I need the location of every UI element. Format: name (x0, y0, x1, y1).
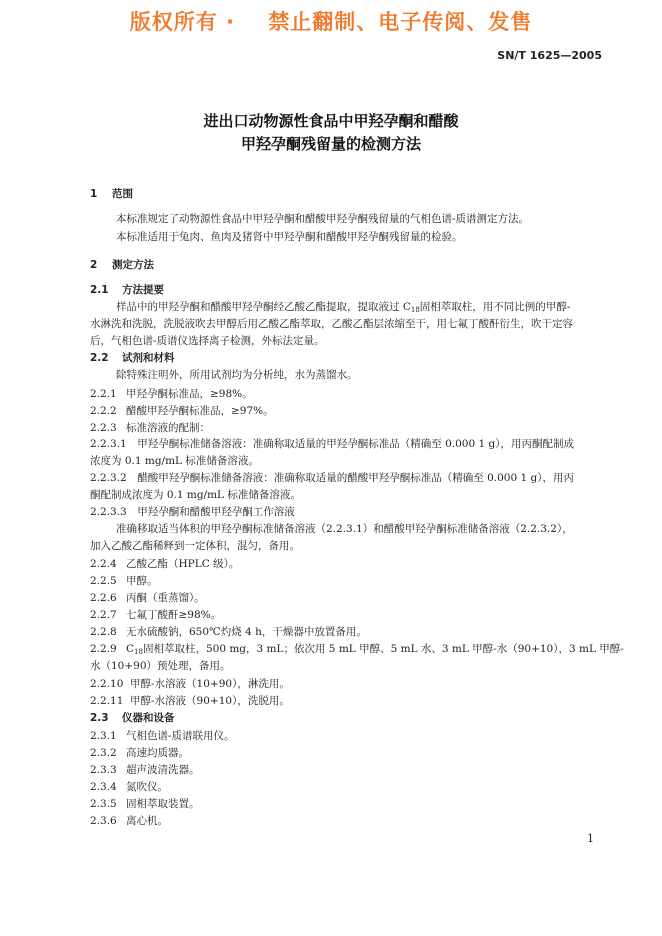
item-number: 2.2.9 (90, 643, 117, 655)
item-text: 醋酸甲羟孕酮标准品，≥97%。 (126, 405, 274, 417)
item-text: 甲醇。 (126, 575, 158, 587)
item-number: 2.2.4 (90, 558, 117, 570)
section-title: 方法提要 (122, 284, 164, 296)
section-number: 2.2 (90, 352, 109, 364)
item-text: 乙酸乙酯（HPLC 级）。 (126, 558, 240, 570)
item-number: 2.3.1 (90, 730, 117, 742)
item-number: 2.3.3 (90, 764, 117, 776)
item-number: 2.2.10 (90, 678, 124, 690)
list-item (90, 813, 605, 830)
item-number: 2.2.8 (90, 626, 117, 638)
item-number: 2.2.1 (90, 388, 117, 400)
standard-code: SN/T 1625—2005 (497, 49, 602, 62)
item-number: 2.2.11 (90, 695, 124, 707)
item-text: 无水硫酸钠，650℃灼烧 4 h，干燥器中放置备用。 (126, 626, 367, 638)
copyright-watermark: 版权所有 · 禁止翻制、电子传阅、发售 (129, 10, 533, 34)
paragraph: 酮配制成浓度为 0.1 mg/mL 标准储备溶液。 (90, 489, 301, 501)
paragraph: 2.2.3.2 醋酸甲羟孕酮标准储备溶液：准确称取适量的醋酸甲羟孕酮标准品（精确至 0.000 1 g），用丙 (90, 472, 574, 484)
section-number: 1 (90, 188, 98, 200)
item-text: 离心机。 (126, 815, 168, 827)
paragraph: 浓度为 0.1 mg/mL 标准储备溶液。 (90, 455, 259, 467)
list-item (90, 403, 605, 420)
paragraph: 后，气相色谱-质谱仪选择离子检测，外标法定量。 (90, 335, 325, 347)
list-item (90, 386, 605, 403)
list-item (90, 779, 605, 796)
paragraph: 本标准适用于兔肉、鱼肉及猪肾中甲羟孕酮和醋酸甲羟孕酮残留量的检验。 (116, 231, 463, 243)
paragraph: 除特殊注明外，所用试剂均为分析纯，水为蒸馏水。 (116, 369, 358, 381)
section-number: 2 (90, 259, 98, 271)
paragraph: 水淋洗和洗脱，洗脱液吹去甲醇后用乙酸乙酯萃取，乙酸乙酯层浓缩至干，用七氟丁酸酐衍生，吹干定容 (90, 318, 573, 330)
text: 样品中的甲羟孕酮和醋酸甲羟孕酮经乙酸乙酯提取，提取液过 C (116, 301, 411, 313)
list-item (90, 607, 605, 624)
item-number: 2.2.7 (90, 609, 117, 621)
item-text: 甲醇-水溶液（10+90），淋洗用。 (130, 678, 290, 690)
item-text: 甲醇-水溶液（90+10），洗脱用。 (130, 695, 290, 707)
item-text: 固相萃取柱，500 mg，3 mL；依次用 5 mL 甲醇、5 mL 水、3 mL 甲醇-水（90+10），3 mL 甲醇- (142, 643, 624, 655)
paragraph: 本标准规定了动物源性食品中甲羟孕酮和醋酸甲羟孕酮残留量的气相色谱-质谱测定方法。 (116, 213, 530, 225)
subscript: 18 (410, 306, 420, 314)
list-item (90, 624, 605, 641)
list-item (90, 590, 605, 607)
section-2-1-heading (90, 282, 605, 299)
item-text: 气相色谱-质谱联用仪。 (126, 730, 235, 742)
paragraph: 水（10+90）预处理，备用。 (90, 660, 231, 672)
paragraph: 准确移取适当体积的甲羟孕酮标准储备溶液（2.2.3.1）和醋酸甲羟孕酮标准储备溶液（2.2.3.2）， (116, 523, 573, 535)
item-number: 2.2.6 (90, 592, 117, 604)
section-number: 2.3 (90, 712, 109, 724)
section-2-3-heading (90, 710, 605, 727)
list-item (90, 762, 605, 779)
list-item (90, 573, 605, 590)
document-title-line-1: 进出口动物源性食品中甲羟孕酮和醋酸 (203, 112, 459, 130)
list-item (90, 693, 605, 710)
list-item (90, 420, 605, 437)
item-number: 2.2.5 (90, 575, 117, 587)
item-number: 2.2.2 (90, 405, 117, 417)
section-1-heading (90, 186, 605, 203)
section-title: 范围 (112, 188, 133, 200)
section-title: 试剂和材料 (122, 352, 175, 364)
paragraph: 2.2.3.1 甲羟孕酮标准储备溶液：准确称取适量的甲羟孕酮标准品（精确至 0.000 1 g），用丙酮配制成 (90, 438, 574, 450)
text: 固相萃取柱，用不同比例的甲醇- (419, 301, 571, 313)
section-2-2-heading (90, 350, 605, 367)
document-title-line-2: 甲羟孕酮残留量的检测方法 (240, 135, 421, 153)
section-title: 测定方法 (112, 259, 154, 271)
item-number: 2.2.3 (90, 422, 117, 434)
item-number: 2.3.4 (90, 781, 117, 793)
item-number: 2.3.5 (90, 798, 117, 810)
list-item (90, 676, 605, 693)
item-text: 七氟丁酸酐≥98%。 (126, 609, 222, 621)
paragraph: 加入乙酸乙酯稀释到一定体积，混匀，备用。 (90, 540, 300, 552)
item-text: 超声波清洗器。 (126, 764, 200, 776)
list-item (90, 728, 605, 745)
item-text: 甲羟孕酮标准品，≥98%。 (126, 388, 253, 400)
section-title: 仪器和设备 (122, 712, 175, 724)
list-item (90, 556, 605, 573)
item-text: C (126, 643, 135, 655)
section-number: 2.1 (90, 284, 109, 296)
paragraph: 2.2.3.3 甲羟孕酮和醋酸甲羟孕酮工作溶液 (90, 506, 295, 518)
item-text: 氮吹仪。 (126, 781, 168, 793)
list-item (90, 745, 605, 762)
page-number: 1 (587, 832, 594, 845)
section-2-heading (90, 257, 605, 274)
item-text: 标准溶液的配制： (126, 422, 210, 434)
item-number: 2.3.2 (90, 747, 117, 759)
item-text: 高速均质器。 (126, 747, 189, 759)
item-number: 2.3.6 (90, 815, 117, 827)
list-item (90, 796, 605, 813)
item-text: 固相萃取装置。 (126, 798, 200, 810)
item-text: 丙酮（重蒸馏）。 (126, 592, 205, 604)
subscript: 18 (134, 648, 143, 656)
